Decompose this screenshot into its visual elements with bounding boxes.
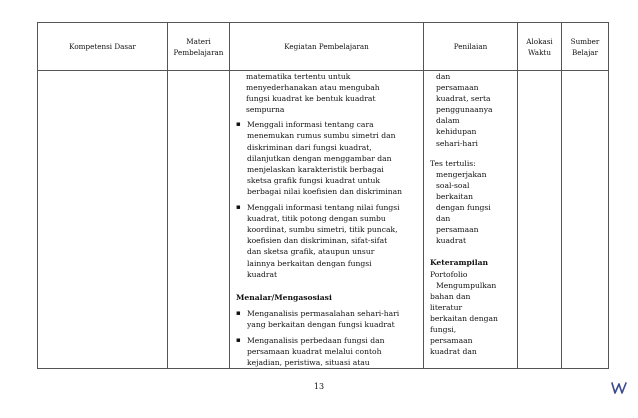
text-line: kuadrat, serta bbox=[436, 94, 491, 104]
text-line: persamaan kuadrat melalui contoh bbox=[247, 347, 382, 357]
text-line: matematika tertentu untuk bbox=[246, 72, 351, 81]
header-kegiatan-label: Kegiatan Pembelajaran bbox=[284, 42, 369, 51]
text-line: dan sketsa grafik, ataupun unsur bbox=[247, 247, 375, 257]
header-pembelajaran-label: Pembelajaran bbox=[173, 47, 224, 57]
table-row bbox=[38, 71, 609, 369]
text-line: Portofolio bbox=[430, 269, 468, 279]
text-line: persamaan bbox=[436, 225, 479, 235]
text-line: berkaitan bbox=[436, 191, 474, 201]
list-item bbox=[236, 335, 419, 368]
text-line: fungsi kuadrat ke bentuk kuadrat bbox=[246, 94, 376, 104]
header-kompetensi-dasar bbox=[38, 23, 168, 71]
list-item bbox=[236, 202, 419, 280]
header-penilaian-label: Penilaian bbox=[453, 42, 488, 51]
text-line: koefisien dan diskriminan, sifat-sifat bbox=[247, 236, 388, 246]
kegiatan-continuation bbox=[246, 71, 419, 115]
header-alokasi-label: Alokasi bbox=[526, 36, 553, 46]
text-line: dilanjutkan dengan menggambar dan bbox=[247, 153, 392, 163]
text-line: Mengumpulkan bbox=[436, 280, 497, 290]
square-bullet-icon: ▪ bbox=[236, 308, 241, 317]
text-line: persamaan bbox=[430, 336, 473, 346]
header-sumber-label: Sumber bbox=[570, 36, 600, 46]
header-materi-pembelajaran bbox=[168, 23, 230, 71]
square-bullet-icon: ▪ bbox=[236, 203, 241, 212]
penilaian-block-2 bbox=[430, 169, 514, 247]
text-line: sempurna bbox=[246, 105, 285, 115]
keterampilan-heading: Keterampilan bbox=[430, 258, 489, 268]
cell-kegiatan-pembelajaran bbox=[230, 71, 424, 369]
cell-sumber-belajar bbox=[562, 71, 609, 369]
header-waktu-label: Waktu bbox=[528, 47, 551, 57]
text-line: Menggali informasi tentang cara bbox=[247, 120, 374, 130]
header-kompetensi-dasar-label: Kompetensi Dasar bbox=[69, 42, 136, 51]
text-line: Menganalisis perbedaan fungsi dan bbox=[247, 335, 385, 345]
text-line: lainnya berkaitan dengan fungsi bbox=[247, 258, 372, 268]
curriculum-table bbox=[37, 22, 609, 369]
cell-penilaian bbox=[424, 71, 518, 369]
text-line: penggunaanya bbox=[436, 105, 493, 115]
text-line: fungsi, bbox=[430, 324, 457, 334]
publisher-logo-icon bbox=[609, 380, 629, 396]
text-line: kuadrat bbox=[247, 269, 278, 279]
header-alokasi-waktu bbox=[518, 23, 562, 71]
text-line: soal-soal bbox=[436, 180, 470, 190]
list-item bbox=[236, 308, 419, 330]
penilaian-block-1 bbox=[430, 71, 514, 149]
text-line: kuadrat dan bbox=[430, 347, 477, 357]
kegiatan-list-a bbox=[236, 119, 419, 279]
text-line: sehari-hari bbox=[436, 138, 478, 148]
text-line: diskriminan dari fungsi kuadrat, bbox=[247, 142, 372, 152]
header-materi-label: Materi bbox=[186, 36, 211, 46]
cell-alokasi-waktu bbox=[518, 71, 562, 369]
text-line: menemukan rumus sumbu simetri dan bbox=[247, 131, 396, 141]
page-number: 13 bbox=[313, 382, 325, 391]
text-line: kuadrat, titik potong dengan sumbu bbox=[247, 214, 386, 224]
text-line: koordinat, sumbu simetri, titik puncak, bbox=[247, 225, 398, 235]
cell-materi-pembelajaran bbox=[168, 71, 230, 369]
text-line: dan bbox=[436, 214, 451, 224]
text-line: menyederhanakan atau mengubah bbox=[246, 83, 380, 93]
section-heading-menalar: Menalar/Mengasosiasi bbox=[236, 292, 332, 302]
kegiatan-list-b bbox=[236, 308, 419, 368]
text-line: berbagai nilai koefisien dan diskriminan bbox=[247, 186, 403, 196]
text-line: literatur bbox=[430, 302, 463, 312]
text-line: dalam bbox=[436, 116, 460, 126]
text-line: persamaan bbox=[436, 83, 479, 93]
text-line: bahan dan bbox=[430, 291, 471, 301]
header-belajar-label: Belajar bbox=[571, 47, 599, 57]
penilaian-block-3 bbox=[430, 269, 514, 358]
text-line: berkaitan dengan bbox=[430, 313, 498, 323]
tes-tertulis-label: Tes tertulis: bbox=[430, 158, 476, 168]
cell-kompetensi-dasar bbox=[38, 71, 168, 369]
text-line: yang berkaitan dengan fungsi kuadrat bbox=[247, 319, 395, 329]
list-item bbox=[236, 119, 419, 197]
table-header-row bbox=[38, 23, 609, 71]
text-line: kejadian, peristiwa, situasi atau bbox=[247, 358, 370, 368]
header-penilaian bbox=[424, 23, 518, 71]
text-line: sketsa grafik fungsi kuadrat untuk bbox=[247, 175, 381, 185]
text-line: Menggali informasi tentang nilai fungsi bbox=[247, 203, 400, 213]
text-line: kuadrat bbox=[436, 236, 467, 246]
text-line: Menganalisis permasalahan sehari-hari bbox=[247, 308, 400, 318]
text-line: menjelaskan karakteristik berbagai bbox=[247, 164, 384, 174]
header-kegiatan-pembelajaran bbox=[230, 23, 424, 71]
text-line: dengan fungsi bbox=[436, 203, 491, 213]
text-line: mengerjakan bbox=[436, 169, 487, 179]
text-line: dan bbox=[436, 72, 451, 81]
header-sumber-belajar bbox=[562, 23, 609, 71]
square-bullet-icon: ▪ bbox=[236, 120, 241, 129]
square-bullet-icon: ▪ bbox=[236, 335, 241, 344]
curriculum-table-frame bbox=[37, 22, 608, 367]
text-line: kehidupan bbox=[436, 127, 477, 137]
